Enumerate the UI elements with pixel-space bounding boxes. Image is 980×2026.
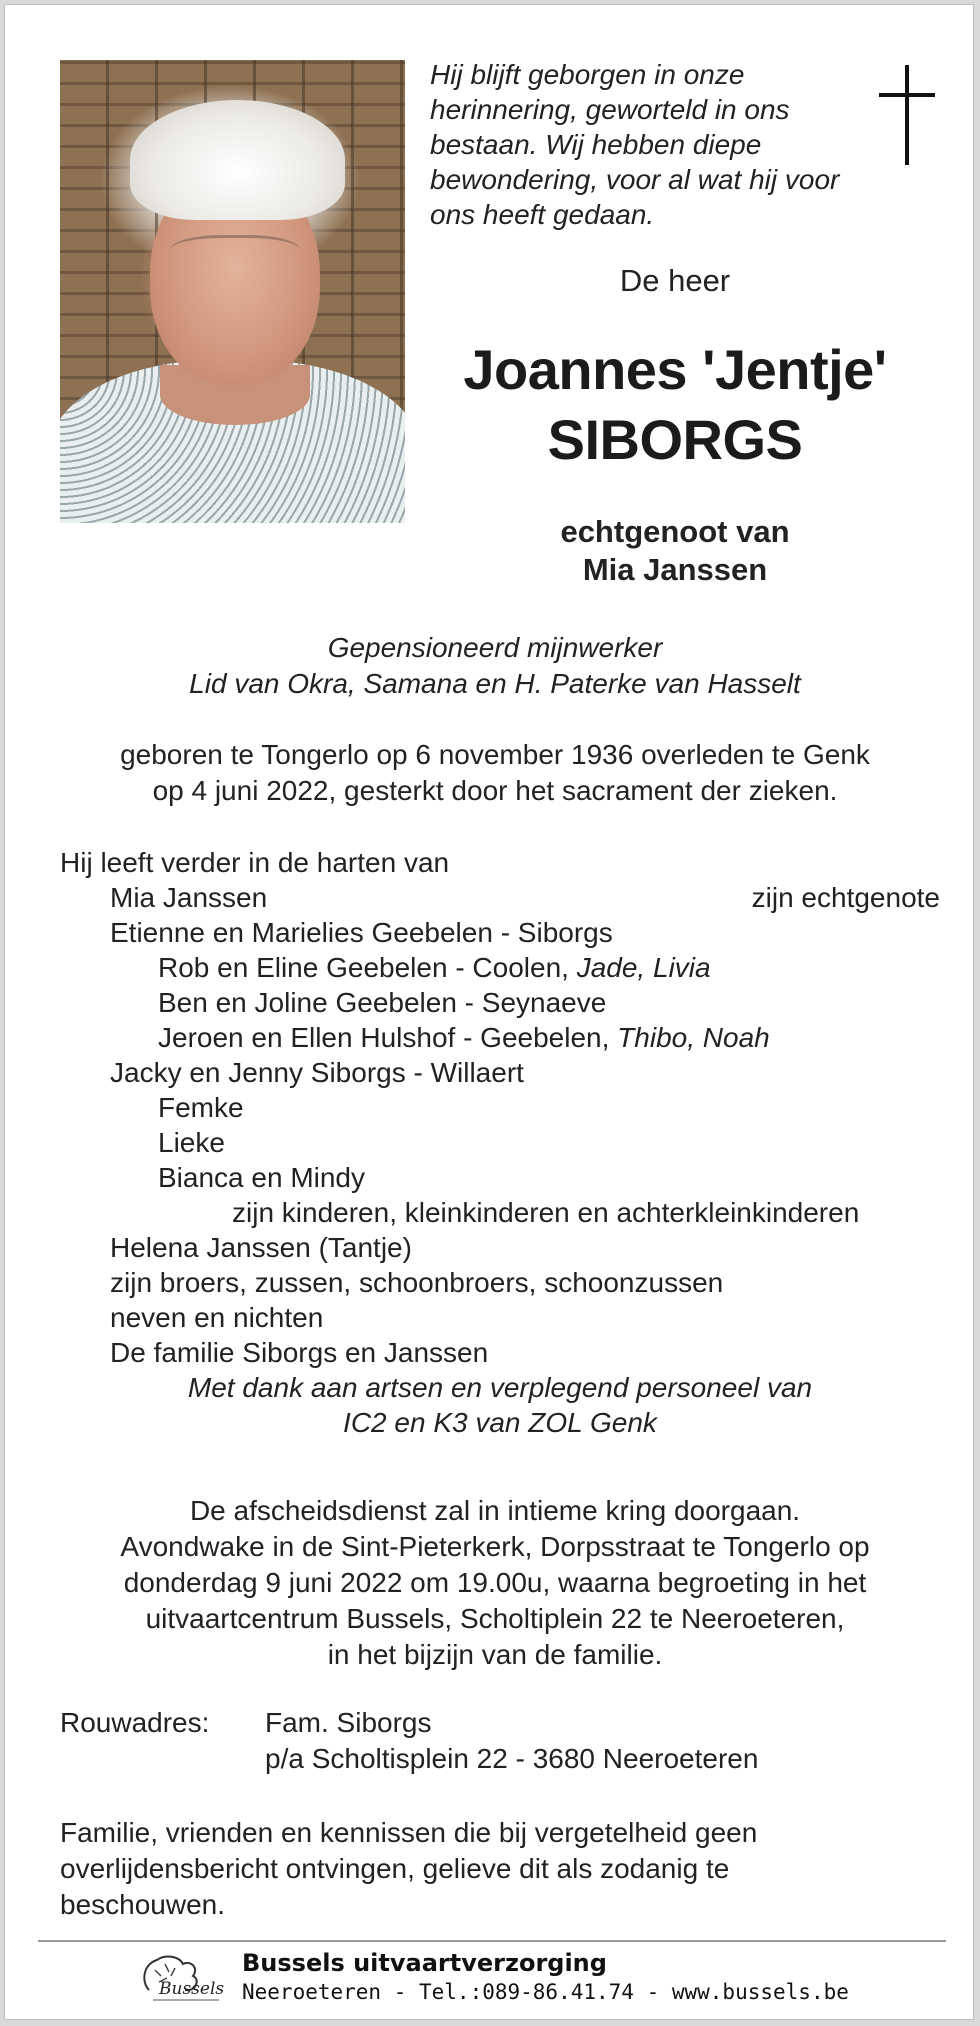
rouwadres-label: Rouwadres:: [60, 1707, 210, 1738]
born-line-2: op 4 juni 2022, gesterkt door het sacrament der zieken.: [152, 775, 838, 806]
born-line-1: geboren te Tongerlo op 6 november 1936 overleden te Genk: [120, 739, 870, 770]
spouse-line-1: echtgenoot van: [560, 514, 790, 549]
rouwadres-line-1: Fam. Siborgs: [265, 1707, 432, 1738]
name-line-1: Joannes 'Jentje': [463, 338, 887, 401]
family-member: Lieke: [158, 1127, 225, 1158]
name-line-2: SIBORGS: [547, 408, 803, 471]
family-member: Jacky en Jenny Siborgs - Willaert: [110, 1057, 524, 1088]
funeral-home-contact: Neeroeteren - Tel.:089-86.41.74 - www.bussels.be: [242, 1980, 849, 2004]
service-line: Avondwake in de Sint-Pieterkerk, Dorpsstraat te Tongerlo op: [120, 1531, 870, 1562]
family-member: Bianca en Mindy: [158, 1162, 366, 1193]
service-line: donderdag 9 juni 2022 om 19.00u, waarna begroeting in het: [123, 1567, 867, 1598]
family-member: Ben en Joline Geebelen - Seynaeve: [158, 987, 607, 1018]
funeral-home-name: Bussels uitvaartverzorging: [242, 1949, 607, 1977]
bussels-logo-icon: [135, 1950, 227, 2006]
family-member: Jeroen en Ellen Hulshof - Geebelen, Thibo, Noah: [158, 1022, 770, 1053]
family-member: neven en nichten: [110, 1302, 324, 1333]
family-member: Rob en Eline Geebelen - Coolen, Jade, Livia: [158, 952, 711, 983]
service-info: [45, 1493, 945, 1673]
deceased-name: [415, 335, 935, 475]
svg-text:Bussels: Bussels: [159, 1979, 225, 1999]
family-role: zijn echtgenote: [751, 882, 940, 913]
service-line: De afscheidsdienst zal in intieme kring doorgaan.: [189, 1495, 801, 1526]
obituary-card: [4, 4, 974, 2020]
family-member: Femke: [158, 1092, 244, 1123]
notice-note: Familie, vrienden en kennissen die bij vergetelheid geen overlijdensbericht ontvingen, gelieve dit als zodanig te beschouwen.: [60, 1817, 758, 1920]
service-line: in het bijzijn van de familie.: [327, 1639, 663, 1670]
family-member: Mia Janssen: [110, 882, 268, 913]
family-member: De familie Siborgs en Janssen: [110, 1337, 489, 1368]
birth-death-info: [45, 737, 945, 809]
career-line-2: Lid van Okra, Samana en H. Paterke van Hasselt: [189, 668, 801, 699]
rouwadres-line-2: p/a Scholtisplein 22 - 3680 Neeroeteren: [265, 1743, 759, 1774]
footer-divider: [38, 1940, 946, 1942]
family-member: Helena Janssen (Tantje): [110, 1232, 412, 1263]
career-info: [45, 630, 945, 702]
cross-icon: [877, 65, 937, 165]
portrait-photo: [60, 60, 405, 523]
thanks-line-1: Met dank aan artsen en verplegend personeel van: [187, 1372, 813, 1403]
spouse-info: [425, 513, 925, 589]
salutation: De heer: [619, 263, 731, 298]
family-intro: Hij leeft verder in de harten van: [60, 847, 450, 878]
thanks-line-2: IC2 en K3 van ZOL Genk: [343, 1407, 657, 1438]
family-caption: zijn kinderen, kleinkinderen en achterkleinkinderen: [232, 1197, 860, 1228]
career-line-1: Gepensioneerd mijnwerker: [327, 632, 663, 663]
memorial-verse: Hij blijft geborgen in onze herinnering, geworteld in ons bestaan. Wij hebben diepe bewondering, voor al wat hij voor ons heeft gedaan.: [430, 59, 840, 230]
spouse-line-2: Mia Janssen: [582, 552, 768, 587]
service-line: uitvaartcentrum Bussels, Scholtiplein 22 te Neeroeteren,: [145, 1603, 845, 1634]
family-member: zijn broers, zussen, schoonbroers, schoonzussen: [110, 1267, 724, 1298]
family-member: Etienne en Marielies Geebelen - Siborgs: [110, 917, 613, 948]
